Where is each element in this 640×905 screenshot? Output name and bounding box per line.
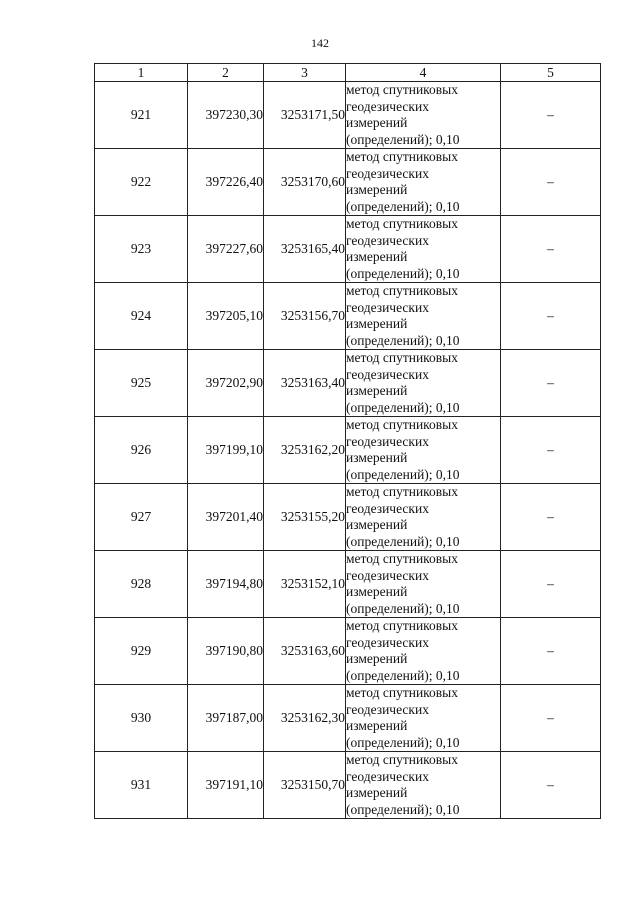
method-line: геодезических	[346, 768, 429, 784]
method-line: (определений); 0,10	[346, 198, 460, 214]
method-line: (определений); 0,10	[346, 667, 460, 683]
method-line: измерений	[346, 584, 408, 599]
coordinate-x: 397201,40	[188, 484, 264, 551]
method-description	[346, 484, 501, 551]
point-number: 922	[95, 149, 188, 216]
method-line: измерений	[346, 517, 408, 532]
method-line: измерений	[346, 182, 408, 197]
point-number: 930	[95, 685, 188, 752]
point-number: 927	[95, 484, 188, 551]
table-row	[95, 417, 601, 484]
method-line: геодезических	[346, 165, 429, 181]
table-row	[95, 752, 601, 819]
method-description	[346, 149, 501, 216]
column-header-5: 5	[501, 64, 601, 82]
method-line: (определений); 0,10	[346, 533, 460, 549]
method-line: измерений	[346, 115, 408, 130]
coordinate-y: 3253171,50	[264, 82, 346, 149]
table-row	[95, 283, 601, 350]
method-line: (определений); 0,10	[346, 399, 460, 415]
coordinate-y: 3253156,70	[264, 283, 346, 350]
method-line: геодезических	[346, 567, 429, 583]
point-number: 931	[95, 752, 188, 819]
extra-value: –	[501, 685, 601, 752]
method-line: метод спутниковых	[346, 484, 458, 499]
method-description	[346, 283, 501, 350]
coordinate-x: 397205,10	[188, 283, 264, 350]
table-row	[95, 618, 601, 685]
table-row	[95, 551, 601, 618]
method-line: (определений); 0,10	[346, 600, 460, 616]
extra-value: –	[501, 350, 601, 417]
method-description	[346, 752, 501, 819]
method-description	[346, 618, 501, 685]
method-line: метод спутниковых	[346, 618, 458, 633]
method-line: метод спутниковых	[346, 149, 458, 164]
method-line: (определений); 0,10	[346, 265, 460, 281]
extra-value: –	[501, 752, 601, 819]
column-header-4: 4	[346, 64, 501, 82]
coordinate-x: 397190,80	[188, 618, 264, 685]
method-line: метод спутниковых	[346, 216, 458, 231]
coordinate-y: 3253150,70	[264, 752, 346, 819]
method-line: геодезических	[346, 634, 429, 650]
method-line: геодезических	[346, 299, 429, 315]
method-description	[346, 551, 501, 618]
method-line: геодезических	[346, 701, 429, 717]
method-description	[346, 82, 501, 149]
method-line: метод спутниковых	[346, 82, 458, 97]
method-line: метод спутниковых	[346, 752, 458, 767]
column-header-1: 1	[95, 64, 188, 82]
method-line: измерений	[346, 651, 408, 666]
coordinate-y: 3253165,40	[264, 216, 346, 283]
table-row	[95, 685, 601, 752]
coordinate-y: 3253162,30	[264, 685, 346, 752]
extra-value: –	[501, 82, 601, 149]
method-line: (определений); 0,10	[346, 734, 460, 750]
method-line: геодезических	[346, 232, 429, 248]
coordinate-y: 3253163,40	[264, 350, 346, 417]
method-line: метод спутниковых	[346, 551, 458, 566]
method-line: метод спутниковых	[346, 417, 458, 432]
point-number: 924	[95, 283, 188, 350]
method-line: метод спутниковых	[346, 283, 458, 298]
coordinate-x: 397202,90	[188, 350, 264, 417]
coordinate-x: 397230,30	[188, 82, 264, 149]
method-description	[346, 685, 501, 752]
method-line: метод спутниковых	[346, 350, 458, 365]
extra-value: –	[501, 484, 601, 551]
page-number: 142	[311, 36, 329, 50]
extra-value: –	[501, 216, 601, 283]
method-description	[346, 350, 501, 417]
coordinate-x: 397199,10	[188, 417, 264, 484]
method-line: геодезических	[346, 433, 429, 449]
point-number: 925	[95, 350, 188, 417]
method-line: измерений	[346, 785, 408, 800]
coordinate-x: 397227,60	[188, 216, 264, 283]
coordinate-x: 397187,00	[188, 685, 264, 752]
method-line: измерений	[346, 249, 408, 264]
coordinate-x: 397226,40	[188, 149, 264, 216]
method-line: (определений); 0,10	[346, 131, 460, 147]
table-body	[95, 82, 601, 819]
extra-value: –	[501, 551, 601, 618]
table-row	[95, 484, 601, 551]
method-line: измерений	[346, 718, 408, 733]
table-row	[95, 350, 601, 417]
extra-value: –	[501, 283, 601, 350]
method-description	[346, 216, 501, 283]
column-header-2: 2	[188, 64, 264, 82]
point-number: 926	[95, 417, 188, 484]
table-header-row	[95, 64, 601, 82]
coordinate-x: 397191,10	[188, 752, 264, 819]
table-row	[95, 149, 601, 216]
coordinate-x: 397194,80	[188, 551, 264, 618]
method-line: (определений); 0,10	[346, 332, 460, 348]
method-line: геодезических	[346, 366, 429, 382]
method-line: (определений); 0,10	[346, 801, 460, 817]
point-number: 921	[95, 82, 188, 149]
method-line: измерений	[346, 450, 408, 465]
coordinate-y: 3253162,20	[264, 417, 346, 484]
column-header-3: 3	[264, 64, 346, 82]
coordinates-table	[94, 63, 601, 819]
extra-value: –	[501, 618, 601, 685]
method-line: (определений); 0,10	[346, 466, 460, 482]
table-row	[95, 82, 601, 149]
table-row	[95, 216, 601, 283]
method-line: измерений	[346, 316, 408, 331]
method-line: измерений	[346, 383, 408, 398]
coordinate-y: 3253152,10	[264, 551, 346, 618]
point-number: 923	[95, 216, 188, 283]
method-line: метод спутниковых	[346, 685, 458, 700]
method-line: геодезических	[346, 500, 429, 516]
point-number: 929	[95, 618, 188, 685]
coordinate-y: 3253163,60	[264, 618, 346, 685]
coordinate-y: 3253155,20	[264, 484, 346, 551]
point-number: 928	[95, 551, 188, 618]
extra-value: –	[501, 417, 601, 484]
method-description	[346, 417, 501, 484]
extra-value: –	[501, 149, 601, 216]
method-line: геодезических	[346, 98, 429, 114]
coordinate-y: 3253170,60	[264, 149, 346, 216]
